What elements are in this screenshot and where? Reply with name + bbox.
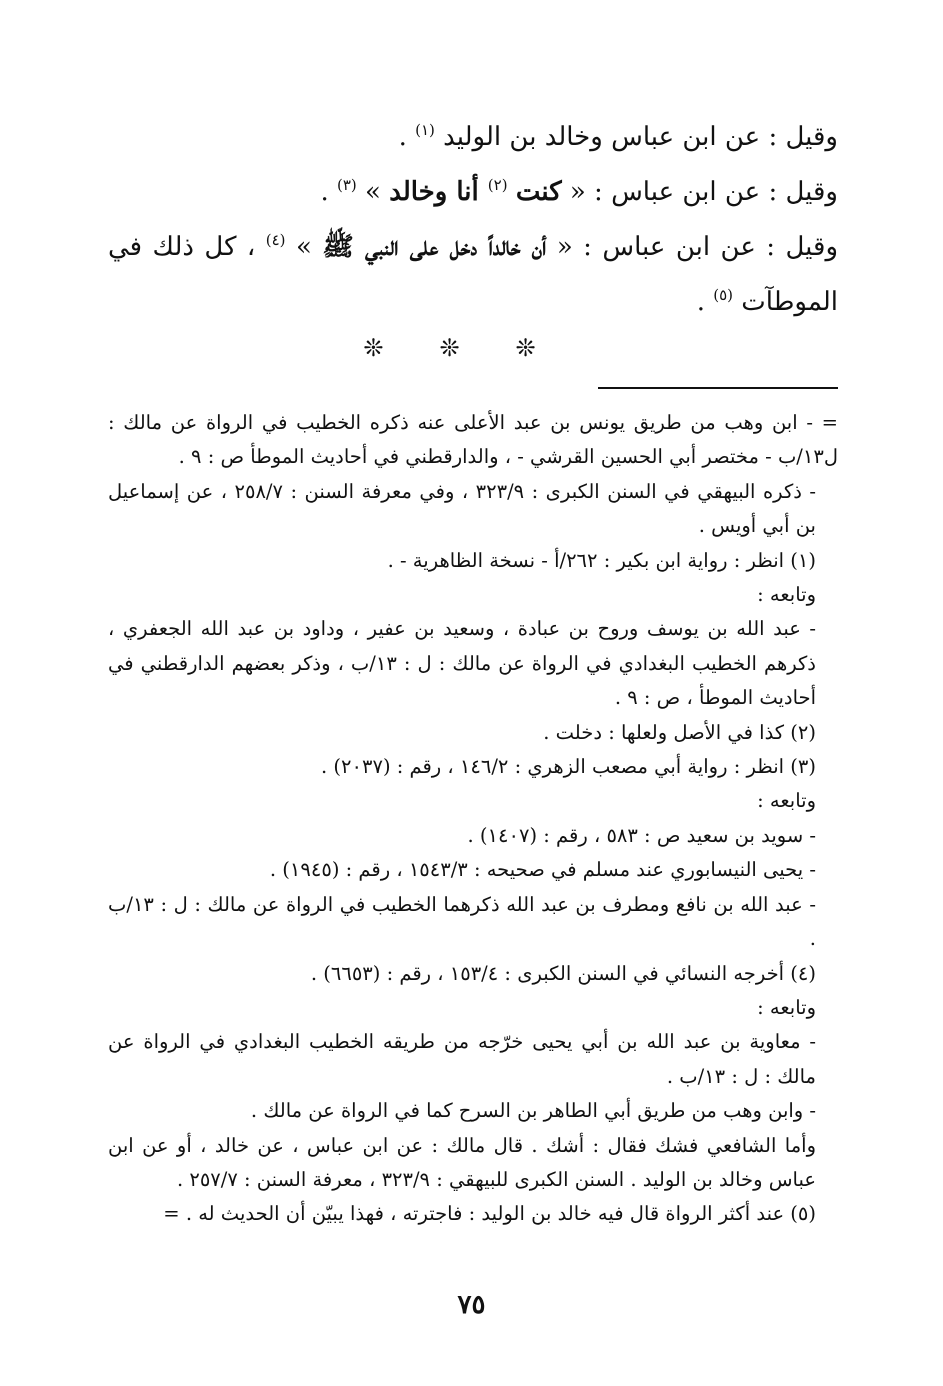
main-line-3-pre: وقيل : عن ابن عباس : «: [546, 232, 839, 262]
footnote-line: وتابعه :: [757, 789, 816, 813]
footnote-ref-4: (٤): [265, 231, 286, 249]
footnote-line: (٤) أخرجه النسائي في السنن الكبرى : ١٥٣/٤ ، رقم : (٦٦٥٣) .: [310, 961, 816, 985]
footnote-line: (٢) كذا في الأصل ولعلها : دخلت .: [543, 720, 816, 744]
footnote-line: (٥) عند أكثر الرواة قال فيه خالد بن الوليد : فاجترته ، فهذا يبيّن أن الحديث له . =: [163, 1202, 816, 1226]
main-line-1-text: وقيل : عن ابن عباس وخالد بن الوليد: [443, 122, 838, 152]
main-line-3-mid: ، كل ذلك في الموطآت: [108, 232, 838, 317]
footnote-line: وتابعه :: [757, 995, 816, 1019]
main-text: [108, 110, 838, 330]
footnote-line: - وابن وهب من طريق أبي الطاهر بن السرح كما في الرواة عن مالك .: [250, 1099, 816, 1123]
main-line-1: [108, 110, 838, 165]
footnote-line: - سويد بن سعيد ص : ٥٨٣ ، رقم : (١٤٠٧) .: [467, 823, 816, 847]
main-line-3-end: .: [696, 287, 714, 317]
main-line-3: [108, 220, 838, 330]
footnotes: [108, 406, 838, 1232]
section-separator: [0, 334, 943, 362]
footnote-line: - يحيى النيسابوري عند مسلم في صحيحه : ١٥٤٣/٣ ، رقم : (١٩٤٥) .: [269, 858, 816, 882]
star-ornament-icon: ❊: [439, 334, 504, 362]
footnote-divider: [598, 387, 838, 389]
page-number: ٧٥: [457, 1290, 486, 1320]
main-line-2-end: .: [320, 177, 337, 207]
main-line-1-end: .: [398, 122, 416, 152]
footnote-line: = - ابن وهب من طريق يونس بن عبد الأعلى عنه ذكره الخطيب في الرواة عن مالك : ل١٣/ب - مختصر أبي الحسين القرشي - ، والدارقطني في أحاديث الموطأ ص : ٩ .: [108, 411, 838, 469]
footnote-line: - عبد الله بن نافع ومطرف بن عبد الله ذكرهما الخطيب في الرواة عن مالك : ل : ١٣/ب .: [108, 892, 816, 951]
main-line-3-post: »: [285, 232, 323, 262]
footnote-line: - عبد الله بن يوسف وروح بن عبادة ، وسعيد بن عفير ، وداود بن عبد الله الجعفري ، ذكرهم الخطيب البغدادي في الرواة عن مالك : ل : ١٣/ب ، وذكر بعضهم الدارقطني في أحاديث الموطأ ، ص : ٩ .: [108, 617, 816, 710]
footnote-line: (١) انظر : رواية ابن بكير : ٢٦٢/أ - نسخة الظاهرية - .: [387, 548, 816, 572]
footnote-line: وأما الشافعي فشك فقال : أشك . قال مالك : عن ابن عباس ، عن خالد ، أو عن ابن عباس وخالد بن الوليد . السنن الكبرى للبيهقي : ٣٢٣/٩ ، معرفة السنن : ٢٥٧/٧ .: [108, 1133, 816, 1191]
quote-bold-3: أن خالداً دخل على النبي ﷺ: [322, 232, 547, 262]
footnote-ref-3: (٣): [336, 176, 357, 194]
footnote-line: (٣) انظر : رواية أبي مصعب الزهري : ١٤٦/٢ ، رقم : (٢٠٣٧) .: [321, 755, 816, 779]
footnote-ref-2: (٢): [487, 176, 508, 194]
footnote-line: وتابعه :: [757, 583, 816, 607]
star-ornament-icon: ❊: [363, 334, 428, 362]
quote-bold-1: كنت: [515, 177, 562, 207]
footnote-line: - معاوية بن عبد الله بن أبي يحيى خرّجه من طريقه الخطيب البغدادي في الرواة عن مالك : ل : ١٣/ب .: [108, 1030, 816, 1088]
main-line-2-pre: وقيل : عن ابن عباس : «: [561, 177, 838, 207]
main-line-2: [108, 165, 838, 220]
main-line-2-post: »: [356, 177, 390, 207]
footnote-line: - ذكره البيهقي في السنن الكبرى : ٣٢٣/٩ ، وفي معرفة السنن : ٢٥٨/٧ ، عن إسماعيل بن أبي أويس .: [108, 479, 816, 538]
quote-bold-2: أنا وخالد: [389, 177, 488, 207]
footnote-ref-1: (١): [415, 121, 435, 139]
footnote-ref-5: (٥): [713, 286, 734, 304]
star-ornament-icon: ❊: [515, 334, 580, 362]
